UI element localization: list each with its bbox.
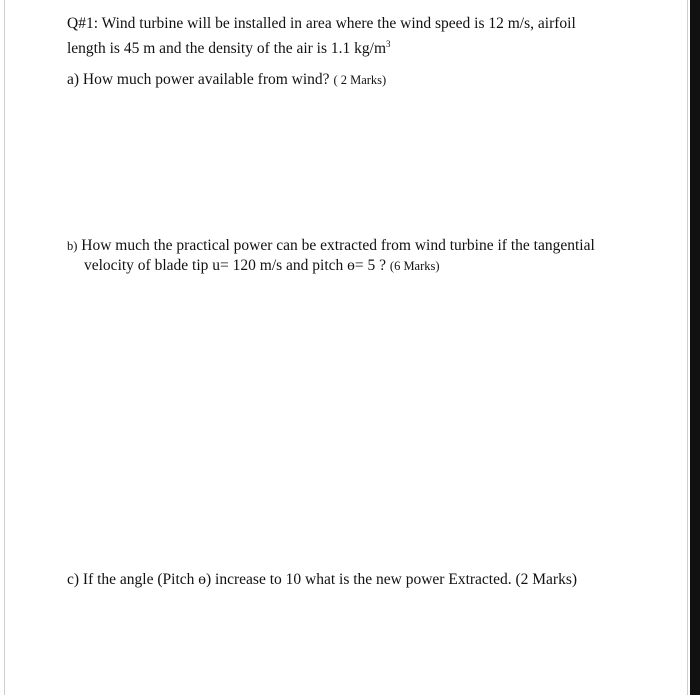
question-intro-line-2: [67, 39, 391, 59]
document-page: [4, 0, 688, 695]
part-b-marks: (6 Marks): [389, 259, 440, 273]
question-intro-text: Wind turbine will be installed in area where the wind speed is 12 m/s, airfoil: [101, 15, 576, 32]
question-intro-text-2: length is 45 m and the density of the air is 1.1 kg/m: [67, 40, 386, 57]
dark-edge-strip: [690, 0, 700, 695]
part-c-text: If the angle (Pitch ɵ) increase to 10 what is the new power Extracted. (2 Marks): [82, 571, 578, 588]
question-intro-line-1: [67, 14, 576, 34]
part-b-text-2: velocity of blade tip u= 120 m/s and pitch ɵ= 5 ?: [84, 257, 387, 274]
part-c: [67, 570, 577, 590]
part-b-text-1: How much the practical power can be extracted from wind turbine if the tangential: [81, 237, 595, 254]
question-number: Q#1:: [67, 15, 98, 32]
part-c-label: c): [67, 571, 80, 588]
part-b-label: b): [67, 239, 78, 253]
part-a: [67, 70, 386, 90]
part-b-line-2: [84, 256, 440, 276]
density-exponent: 3: [386, 38, 391, 49]
part-a-marks: ( 2 Marks): [333, 73, 387, 87]
part-a-text: How much power available from wind?: [82, 71, 330, 88]
part-a-label: a): [67, 71, 80, 88]
part-b-line-1: [67, 236, 595, 256]
